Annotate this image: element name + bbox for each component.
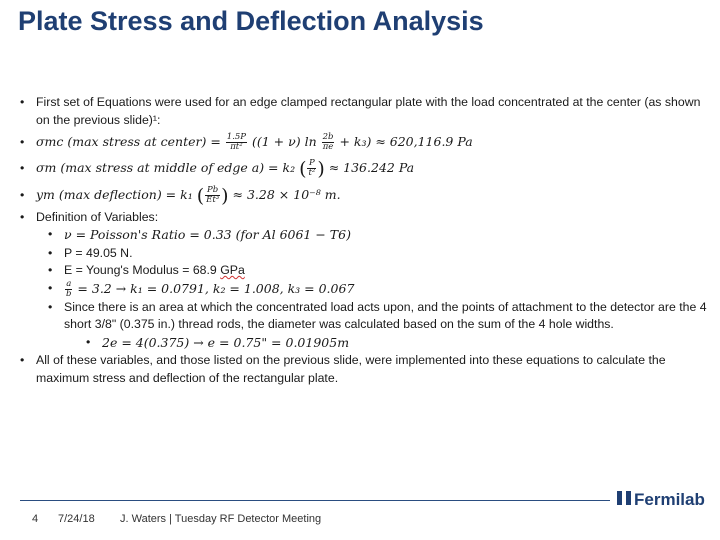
variable-poisson: • ν = Poisson's Ratio = 0.33 (for Al 6061 − T6) xyxy=(48,227,351,242)
bullet-icon: • xyxy=(48,280,53,295)
bullet-icon: • xyxy=(48,299,53,314)
variables-heading: Definition of Variables: xyxy=(36,209,159,224)
eq3-rhs: ≈ 3.28 × 10⁻⁸ m. xyxy=(228,186,341,202)
footer-presenter: J. Waters | Tuesday RF Detector Meeting xyxy=(120,513,322,525)
bullet-icon: • xyxy=(20,209,25,224)
bullet-icon: • xyxy=(20,95,25,109)
variables-heading-item xyxy=(20,209,712,227)
fermilab-logo-text: Fermilab xyxy=(634,490,705,509)
eq3-lhs: ym (max deflection) = k₁ xyxy=(36,186,197,202)
eq1-mid: ((1 + ν) ln xyxy=(248,134,321,149)
variable-ratio: • $\frac{a}{b}$ = 3.2 → k₁ = 0.0791, k₂ = 1.008, k₃ = 0.067 xyxy=(48,278,355,299)
eq1-rhs: + k₃) ≈ 620,116.9 Pa xyxy=(335,134,473,149)
variable-diameter: • 2e = 4(0.375) → e = 0.75" = 0.01905m xyxy=(86,334,350,350)
bullet-icon: • xyxy=(48,245,53,260)
slide-title: Plate Stress and Deflection Analysis xyxy=(18,6,484,36)
intro-text: First set of Equations were used for an edge clamped rectangular plate with the load concentrated at the center (as shown on the previous slide)¹: xyxy=(36,95,701,127)
eq3-fraction: $\frac{Pb}{\text{Et³}}$ xyxy=(206,185,220,205)
bullet-icon: • xyxy=(20,187,25,202)
eq2-lhs: σm (max stress at middle of edge a) = k₂ xyxy=(36,160,300,175)
intro-item xyxy=(20,94,712,129)
variable-load: • P = 49.05 N. xyxy=(20,245,712,263)
variable-area-note: • Since there is an area at which the concentrated load acts upon, and the points of attachment to the detector are the 4 short 3/8" (0.375 in.) thread rods, the diameter was calculated based on the sum of the 4 hole widths. xyxy=(48,299,707,332)
bullet-icon: • xyxy=(48,263,53,277)
eq1-fraction-2: $\frac{2b}{\pi e}$ xyxy=(322,132,334,153)
bullet-icon: • xyxy=(48,227,53,241)
bullet-icon: • xyxy=(20,353,25,368)
eq1-lhs: σmc (max stress at center) = xyxy=(36,134,225,149)
eq1-fraction: $\frac{1.5P}{\text{πt²}}$ xyxy=(226,132,247,153)
ratio-fraction: $\frac{a}{b}$ xyxy=(66,278,72,299)
bullet-icon: • xyxy=(20,161,25,175)
equation-max-stress-edge: • σm (max stress at middle of edge a) = k₂ ( $\frac{P}{\text{t²}}$ ) ≈ 136.242 Pa xyxy=(20,155,712,182)
bullet-icon: • xyxy=(20,135,25,149)
eq2-rhs: ≈ 136.242 Pa xyxy=(324,160,415,175)
spellcheck-underline: GPa xyxy=(220,263,245,277)
fermilab-logo-icon xyxy=(616,490,632,511)
variable-youngs-modulus: • E = Young's Modulus = 68.9 GPa xyxy=(20,262,712,280)
bullet-icon: • xyxy=(86,334,91,349)
fermilab-logo xyxy=(616,490,705,511)
page-number: 4 xyxy=(32,513,39,525)
closing-item xyxy=(20,352,712,387)
slide-body xyxy=(20,94,712,387)
footer-date: 7/24/18 xyxy=(58,513,95,525)
footer-divider xyxy=(20,500,610,501)
closing-text: All of these variables, and those listed on the previous slide, were implemented into these equations to calculate the maximum stress and deflection of the rectangular plate. xyxy=(36,353,666,385)
eq2-fraction: $\frac{P}{\text{t²}}$ xyxy=(308,158,316,179)
equation-max-stress-center xyxy=(20,129,712,155)
equation-max-deflection: • ym (max deflection) = k₁ ( $\frac{Pb}{\text{Et³}}$ ) ≈ 3.28 × 10⁻⁸ m. xyxy=(20,182,712,209)
